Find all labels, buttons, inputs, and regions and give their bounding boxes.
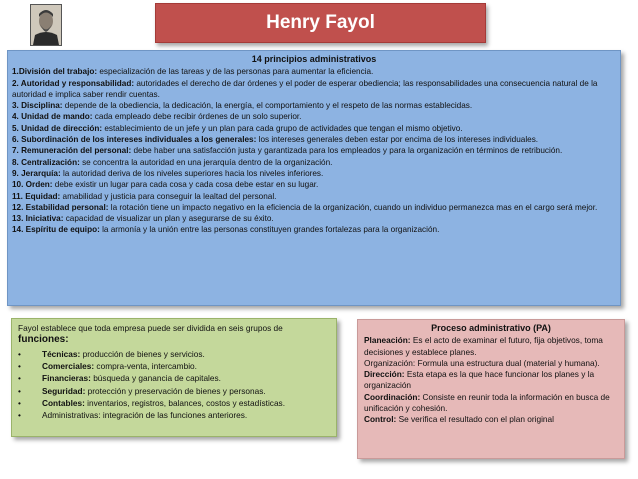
fayol-portrait xyxy=(30,4,62,46)
function-text: búsqueda y ganancia de capitales. xyxy=(90,373,221,384)
functions-intro-text: Fayol establece que toda empresa puede ser dividida en seis grupos de xyxy=(18,323,283,333)
principle-label: 13. Iniciativa: xyxy=(12,214,64,224)
bullet-icon: • xyxy=(18,385,21,396)
process-label: Control: xyxy=(364,414,397,425)
principle-label: 6. Subordinación de los intereses individuales a los generales: xyxy=(12,135,257,145)
principle-text: se concentra la autoridad en una jerarquía dentro de la organización. xyxy=(79,157,333,167)
principle-label: 12. Estabilidad personal: xyxy=(12,202,109,212)
principle-text: amabilidad y justicia para conseguir la lealtad del personal. xyxy=(60,191,277,201)
function-text: protección y preservación de bienes y personas. xyxy=(85,385,266,396)
principles-title: 14 principios administrativos xyxy=(251,54,377,64)
process-text: Es el acto de examinar el futuro, fija objetivos, toma decisiones y establece planes. xyxy=(364,335,603,357)
principle-text: establecimiento de un jefe y un plan para cada grupo de actividades que tengan el mismo objetivo. xyxy=(102,123,463,133)
process-label: Coordinación: xyxy=(364,391,421,402)
principle-item xyxy=(12,157,616,168)
principle-label: 2. Autoridad y responsabilidad: xyxy=(12,78,135,88)
functions-intro-bold: funciones: xyxy=(18,334,69,345)
principle-label: 5. Unidad de dirección: xyxy=(12,123,103,133)
function-text: compra-venta, intercambio. xyxy=(94,361,197,372)
principle-label: 4. Unidad de mando: xyxy=(12,112,93,122)
principle-text: debe existir un lugar para cada cosa y cada cosa debe estar en su lugar. xyxy=(52,180,319,190)
function-label: Comerciales: xyxy=(42,361,95,372)
principle-label: 14. Espíritu de equipo: xyxy=(12,225,100,235)
principle-item xyxy=(12,191,616,202)
principle-text: capacidad de visualizar un plan y asegurarse de su éxito. xyxy=(63,214,274,224)
list-item xyxy=(18,348,330,360)
list-item xyxy=(18,360,330,372)
bullet-icon: • xyxy=(18,410,21,421)
process-text: Se verifica el resultado con el plan original xyxy=(396,414,554,425)
principle-label: 1.División del trabajo: xyxy=(12,67,98,77)
list-item xyxy=(18,409,330,421)
bullet-icon: • xyxy=(18,397,21,408)
principle-item xyxy=(12,224,616,235)
process-label: Planeación: xyxy=(364,335,411,346)
principle-text: la rotación tiene un impacto negativo en la eficiencia de la organización, cuando un individuo permanezca mas en el cargo será mejor. xyxy=(108,202,598,212)
principle-item xyxy=(12,179,616,190)
process-label: Dirección: xyxy=(364,369,405,380)
principle-item xyxy=(12,66,616,77)
principle-item xyxy=(12,123,616,134)
principle-text: los intereses generales deben estar por encima de los intereses individuales. xyxy=(256,135,539,145)
principle-item xyxy=(12,168,616,179)
principle-item xyxy=(12,78,616,101)
principles-panel xyxy=(7,50,621,306)
principle-label: 10. Orden: xyxy=(12,180,53,190)
principle-label: 9. Jerarquía: xyxy=(12,168,61,178)
bullet-icon: • xyxy=(18,373,21,384)
process-text: Esta etapa es la que hace funcionar los planes y la organización xyxy=(364,369,595,391)
principle-label: 3. Disciplina: xyxy=(12,101,63,111)
functions-list xyxy=(18,348,330,421)
process-text: Organización: Formula una estructura dual (material y humana). xyxy=(364,357,600,368)
portrait-image xyxy=(31,5,61,45)
process-panel xyxy=(357,319,625,459)
principle-item xyxy=(12,213,616,224)
function-label: Técnicas: xyxy=(42,349,81,359)
function-text: inventarios, registros, balances, costos y estadísticas. xyxy=(84,397,286,408)
bullet-icon: • xyxy=(18,361,21,372)
principle-text: debe haber una satisfacción justa y garantizada para los empleados y para la organización en términos de retribución. xyxy=(131,146,563,156)
principle-text: autoridades el derecho de dar órdenes y el poder de esperar obediencia; las responsabilidades una consecuencia natural de la autoridad e implica saber rendir cuentas. xyxy=(12,78,598,99)
list-item xyxy=(18,372,330,384)
principle-item xyxy=(12,145,616,156)
process-item xyxy=(364,414,618,425)
title-banner xyxy=(155,3,486,43)
page-title: Henry Fayol xyxy=(266,12,375,33)
list-item xyxy=(18,385,330,397)
principle-text: depende de la obediencia, la dedicación, la energía, el comportamiento y el respeto de las normas establecidas. xyxy=(62,101,473,111)
function-label: Contables: xyxy=(42,397,85,408)
process-item xyxy=(364,392,618,415)
principle-label: 7. Remuneración del personal: xyxy=(12,146,132,156)
principle-item xyxy=(12,134,616,145)
principle-text: la armonía y la unión entre las personas constituyen grandes fortalezas para la organización. xyxy=(99,225,440,235)
process-item xyxy=(364,358,618,369)
process-item xyxy=(364,369,618,392)
function-label: Financieras: xyxy=(42,373,91,384)
principle-item xyxy=(12,202,616,213)
bullet-icon: • xyxy=(18,349,21,359)
principle-label: 8. Centralización: xyxy=(12,157,80,167)
process-title: Proceso administrativo (PA) xyxy=(431,323,551,333)
process-item xyxy=(364,335,618,358)
principle-item xyxy=(12,100,616,111)
functions-intro xyxy=(18,323,330,345)
principle-label: 11. Equidad: xyxy=(12,191,61,201)
function-label: Seguridad: xyxy=(42,385,86,396)
function-text: Administrativas: integración de las funciones anteriores. xyxy=(42,410,248,421)
principle-item xyxy=(12,111,616,122)
function-text: producción de bienes y servicios. xyxy=(80,349,205,359)
functions-panel xyxy=(11,318,337,437)
process-text: Consiste en reunir toda la información en busca de unificación y cohesión. xyxy=(364,391,610,414)
principle-text: la autoridad deriva de los niveles superiores hacia los niveles inferiores. xyxy=(60,168,324,178)
principle-text: cada empleado debe recibir órdenes de un solo superior. xyxy=(92,112,302,122)
principle-text: especialización de las tareas y de las personas para aumentar la eficiencia. xyxy=(97,67,374,77)
list-item xyxy=(18,397,330,409)
